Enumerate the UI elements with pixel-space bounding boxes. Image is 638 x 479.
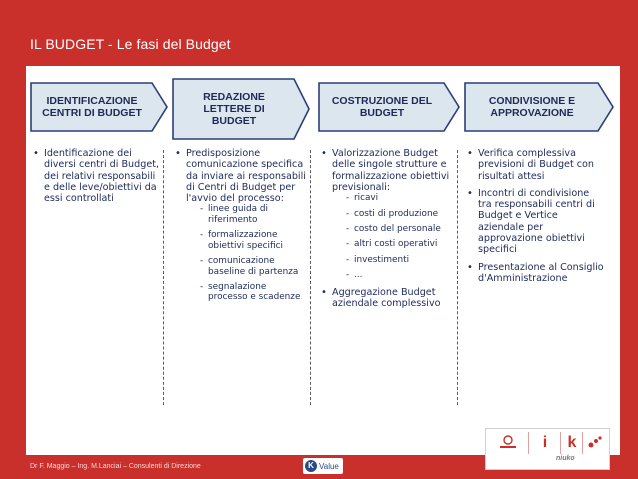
logo-k: k <box>562 432 583 454</box>
logo-company-2 <box>584 432 606 454</box>
phase-redazione-label: REDAZIONE LETTERE DI BUDGET <box>203 91 265 127</box>
bullet-item <box>186 148 306 303</box>
logo-company-1 <box>488 432 529 454</box>
bullet-item <box>332 148 454 281</box>
column-separator <box>310 150 311 405</box>
phase-condivisione-arrow <box>464 82 614 132</box>
sub-item: - ... <box>346 270 454 280</box>
sub-item: - comunicazione baseline di partenza <box>200 256 306 277</box>
phase-column-condivisione <box>464 148 604 290</box>
kvalue-k-icon: K <box>305 460 317 472</box>
bullet-item <box>332 287 454 310</box>
bullet-item <box>478 262 604 285</box>
phase-costruzione-arrow <box>318 82 460 132</box>
phase-column-costruzione <box>318 148 454 315</box>
phase-costruzione-label: COSTRUZIONE DEL BUDGET <box>331 95 433 119</box>
sub-item: - investimenti <box>346 255 454 265</box>
bullet-item <box>44 148 162 204</box>
bullet-text: Identificazione dei diversi centri di Budget, dei relativi responsabili e delle leve/obiettivi da essi controllati <box>44 148 160 205</box>
sub-item: - altri costi operativi <box>346 239 454 249</box>
bullet-item <box>478 148 604 182</box>
bullet-item <box>478 188 604 256</box>
partner-logos <box>485 428 610 470</box>
bullet-text: Incontri di condivisione tra responsabili centri di Budget e Vertice aziendale per approvazione obiettivi specifici <box>478 187 595 256</box>
bullet-text: Valorizzazione Budget delle singole strutture e formalizzazione obiettivi previsionali: <box>332 148 450 193</box>
bullet-text: Verifica complessiva previsioni di Budget con risultati attesi <box>478 148 594 182</box>
bullet-text: Aggregazione Budget aziendale complessivo <box>332 286 441 309</box>
phase-condivisione-label: CONDIVISIONE E APPROVAZIONE <box>488 95 576 119</box>
page-title: IL BUDGET - Le fasi del Budget <box>30 36 231 52</box>
column-separator <box>163 150 164 405</box>
phase-column-redazione <box>172 148 306 309</box>
sub-item: - costo del personale <box>346 224 454 234</box>
phase-column-identificazione <box>30 148 162 210</box>
footer-credits: Dr F. Maggio – Ing. M.Lanciai – Consulenti di Direzione <box>30 463 201 470</box>
bullet-text: Predisposizione comunicazione specifica da inviare ai responsabili di Centri di Budget per l'avvio del processo: <box>186 148 306 205</box>
sub-item: - costi di produzione <box>346 209 454 219</box>
slide-left-frame <box>0 0 26 479</box>
column-separator <box>457 150 458 405</box>
phase-identificazione-arrow <box>30 82 168 132</box>
kvalue-logo <box>303 458 343 474</box>
bullet-text: Presentazione al Consiglio d'Amministrazione <box>478 261 604 284</box>
logo-name: niuko <box>556 455 575 462</box>
sub-item: - formalizzazione obiettivi specifici <box>200 230 306 251</box>
sub-item: - segnalazione processo e scadenze <box>200 282 306 303</box>
logo-i: i <box>530 432 561 454</box>
kvalue-label: Value <box>319 461 339 471</box>
phase-redazione-arrow <box>172 78 310 140</box>
slide-right-frame <box>620 0 638 479</box>
phase-identificazione-label: IDENTIFICAZIONE CENTRI DI BUDGET <box>42 95 142 119</box>
sub-item: - ricavi <box>346 193 454 203</box>
sub-item: - linee guida di riferimento <box>200 204 306 225</box>
